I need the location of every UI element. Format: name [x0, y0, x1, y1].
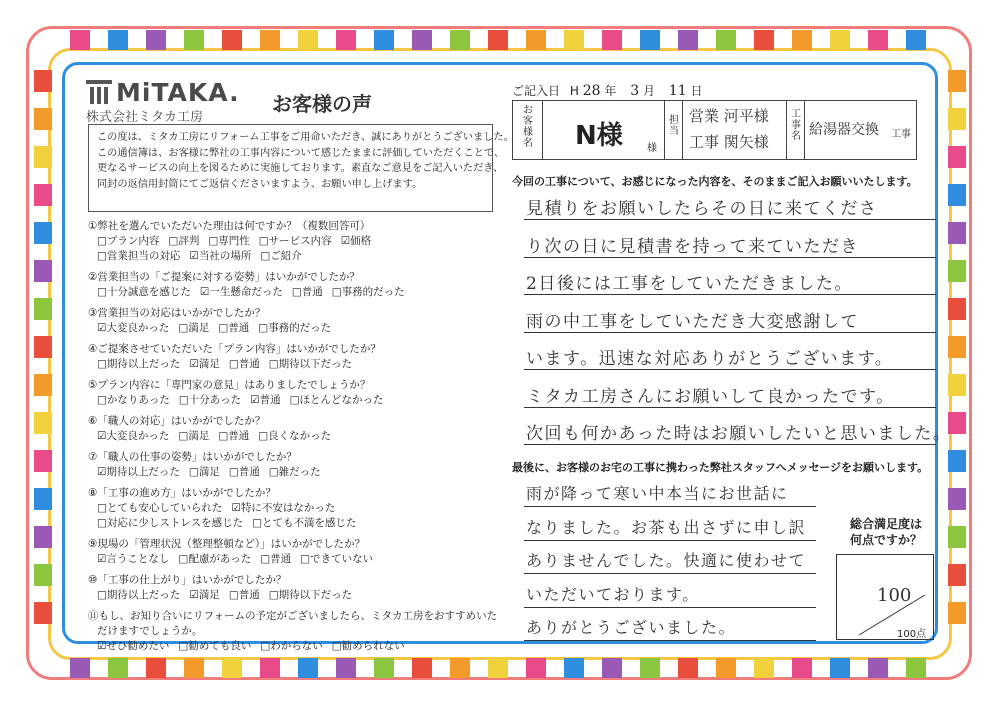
impression-line: います。迅速な対応ありがとうございます。 — [526, 349, 894, 369]
checkbox-option[interactable]: □とても不満を感じた — [252, 517, 357, 529]
impression-line: 見積りをお願いしたらその日に来てくださ — [526, 199, 878, 219]
option-row — [88, 234, 498, 249]
option-row — [88, 321, 498, 336]
frame-square — [868, 658, 888, 678]
frame-square — [34, 108, 52, 130]
frame-square — [108, 658, 128, 678]
staff-cell — [683, 101, 787, 159]
frame-square — [298, 658, 318, 678]
entry-date: ご記入日 H 28 年 3 月 11 日 — [512, 83, 703, 99]
frame-square — [34, 298, 52, 320]
message-line: いただいております。 — [526, 584, 700, 604]
frame-square — [948, 602, 966, 624]
frame-square — [948, 222, 966, 244]
writing-line — [524, 443, 936, 445]
writing-line — [524, 505, 816, 507]
frame-square — [374, 30, 394, 50]
question-title: ⑤プラン内容に「専門家の意見」はありましたでしょうか？ — [88, 379, 371, 391]
impression-line: 雨の中工事をしていただき大変感謝して — [526, 311, 859, 332]
frame-square — [298, 30, 318, 50]
frame-square — [948, 260, 966, 282]
frame-square — [34, 222, 52, 244]
customer-label-cell — [513, 101, 543, 159]
frame-square — [184, 658, 204, 678]
customer-sama: 様 — [647, 143, 657, 154]
frame-square — [906, 30, 926, 50]
question-11 — [88, 609, 498, 654]
frame-square — [488, 658, 508, 678]
writing-line — [524, 218, 936, 220]
checkbox-option[interactable]: ☑大変良かった — [97, 322, 170, 334]
frame-square — [948, 564, 966, 586]
frame-square — [374, 658, 394, 678]
checkbox-option[interactable]: ☑満足 — [189, 358, 220, 370]
frame-square — [948, 526, 966, 548]
checkbox-option[interactable]: □プラン内容 — [97, 235, 160, 247]
frame-square — [526, 30, 546, 50]
writing-line — [524, 368, 936, 370]
question-3 — [88, 306, 498, 336]
frame-square — [34, 526, 52, 548]
question-title: ②営業担当の「ご提案に対する姿勢」はいかがでしたか？ — [88, 271, 360, 283]
checkbox-option[interactable]: ☑期待以上だった — [97, 466, 180, 478]
checkbox-option[interactable]: □普通 — [228, 466, 260, 478]
logo-text: MiTAKA. — [116, 78, 240, 107]
message-line: ありませんでした。快適に使わせて — [526, 551, 807, 570]
checkbox-option[interactable]: □普通 — [228, 358, 260, 370]
frame-square — [222, 30, 242, 50]
checkbox-option[interactable]: □雑だった — [268, 466, 321, 478]
checkbox-option[interactable]: ☑当社の場所 — [189, 250, 252, 262]
question-title: ⑪もし、お知り合いにリフォームの予定がございましたら、ミタカ工房をおすすめいた — [88, 610, 498, 622]
frame-square — [34, 146, 52, 168]
checkbox-option[interactable]: □事務的だった — [258, 322, 332, 334]
checkbox-option[interactable]: □評判 — [168, 235, 200, 247]
frame-square — [34, 336, 52, 358]
intro-line: 同封の返信用封筒にてご返信くださいますよう、お願い申し上げます。 — [97, 178, 423, 190]
option-row — [88, 552, 498, 567]
frame-square — [754, 30, 774, 50]
project-label-cell — [787, 101, 805, 159]
option-row — [88, 501, 498, 516]
customer-label: お 客 様 名 — [523, 105, 533, 149]
frame-square — [678, 30, 698, 50]
option-row — [88, 249, 498, 264]
frame-square — [948, 70, 966, 92]
question-2 — [88, 270, 498, 300]
impression-line: 次回も何かあった時はお願いしたいと思いました。 — [526, 424, 952, 444]
customer-name-cell — [543, 101, 665, 159]
checkbox-option[interactable]: ☑大変良かった — [97, 430, 170, 442]
impression-line: 2日後には工事をしていただきました。 — [526, 274, 853, 294]
project-name: 給湯器交換 — [809, 122, 879, 138]
frame-square — [792, 30, 812, 50]
question-title: ④ご提案させていただいた「プラン内容」はいかがでしたか？ — [88, 343, 381, 355]
customer-name: N様 — [575, 121, 623, 151]
question-title: ③営業担当の対応はいかがでしたか？ — [88, 307, 266, 319]
checkbox-option[interactable]: □普通 — [291, 286, 323, 298]
frame-square — [754, 658, 774, 678]
question-6 — [88, 414, 498, 444]
checkbox-option[interactable]: □期待以上だった — [97, 358, 181, 370]
frame-square — [34, 412, 52, 434]
checkbox-option[interactable]: □満足 — [188, 466, 220, 478]
checkbox-option[interactable]: □普通 — [218, 430, 250, 442]
customer-info-table — [512, 100, 917, 160]
checkbox-option[interactable]: □ご紹介 — [260, 250, 302, 262]
writing-line — [524, 606, 816, 608]
frame-square — [868, 30, 888, 50]
frame-square — [34, 564, 52, 586]
frame-square — [336, 658, 356, 678]
impressions-prompt: 今回の工事について、お感じになった内容を、そのままご記入お願いいたします。 — [512, 175, 918, 188]
frame-square — [260, 30, 280, 50]
option-row — [88, 516, 498, 531]
frame-square — [34, 70, 52, 92]
checkbox-option[interactable]: □十分あった — [178, 394, 242, 406]
checkbox-option[interactable]: □期待以上だった — [97, 589, 181, 601]
option-row — [88, 429, 498, 444]
checkbox-option[interactable]: □勧めても良い — [178, 640, 252, 652]
checkbox-option[interactable]: □普通 — [260, 553, 292, 565]
checkbox-option[interactable]: ☑言うことなし — [97, 553, 170, 565]
option-row — [88, 357, 498, 372]
project-label: 工 事 名 — [791, 109, 801, 142]
option-row — [88, 393, 498, 408]
message-line: なりました。お茶も出さずに申し訳 — [526, 517, 807, 537]
frame-square — [34, 184, 52, 206]
checkbox-option[interactable]: ☑一生懸命だった — [199, 286, 283, 298]
frame-square — [450, 658, 470, 678]
frame-square — [336, 30, 356, 50]
satisfaction-question: 総合満足度は 何点ですか？ — [849, 517, 922, 547]
frame-square — [146, 30, 166, 50]
question-9 — [88, 537, 498, 567]
frame-square — [412, 658, 432, 678]
checkbox-option[interactable]: □満足 — [178, 322, 210, 334]
question-title: ⑥「職人の対応」はいかがでしたか？ — [88, 415, 266, 427]
frame-square — [602, 658, 622, 678]
frame-square — [184, 30, 204, 50]
checkbox-option[interactable]: □対応に少しストレスを感じた — [97, 517, 244, 529]
frame-square — [34, 374, 52, 396]
frame-square — [108, 30, 128, 50]
frame-square — [34, 602, 52, 624]
frame-square — [792, 658, 812, 678]
checkbox-option[interactable]: □事務的だった — [331, 286, 405, 298]
question-8 — [88, 486, 498, 531]
checkbox-option[interactable]: ☑満足 — [189, 589, 220, 601]
question-title: ⑩「工事の仕上がり」はいかがでしたか？ — [88, 574, 287, 586]
company-name: 株式会社ミタカ工房 — [86, 110, 204, 125]
writing-line — [524, 572, 816, 574]
frame-square — [948, 108, 966, 130]
question-title-cont: だけますでしょうか。 — [97, 625, 203, 637]
frame-square — [260, 658, 280, 678]
page-title: お客様の声 — [272, 92, 372, 116]
option-row — [88, 465, 498, 480]
frame-square — [34, 260, 52, 282]
frame-square — [450, 30, 470, 50]
intro-line: この通信簿は、お客様に弊社の工事内容について感じたままに評価していただくことで、 — [97, 147, 505, 159]
checkbox-option[interactable]: □専門性 — [208, 235, 250, 247]
score-max: 100点 — [897, 629, 927, 640]
checkbox-option[interactable]: □期待以下だった — [268, 358, 353, 370]
impression-line: り次の日に見積書を持って来ていただき — [526, 236, 859, 257]
frame-square — [70, 658, 90, 678]
writing-line — [524, 406, 936, 408]
writing-line — [524, 639, 816, 641]
project-cell — [805, 101, 916, 159]
frame-square — [948, 298, 966, 320]
frame-square — [948, 336, 966, 358]
checkbox-option[interactable]: □ほとんどなかった — [289, 394, 384, 406]
staff-sales: 営業 河平様 — [689, 107, 769, 125]
checkbox-option[interactable]: □満足 — [178, 430, 210, 442]
frame-square — [146, 658, 166, 678]
frame-square — [716, 658, 736, 678]
checkbox-option[interactable]: □できていない — [300, 553, 374, 565]
writing-line — [524, 256, 936, 258]
project-suffix: 工事 — [891, 129, 911, 140]
frame-square — [488, 30, 508, 50]
intro-line: 更なるサービスの向上を図るために実施しております。素直なご意見をご記入いただき、 — [97, 163, 504, 174]
checkbox-option[interactable]: □普通 — [228, 589, 260, 601]
frame-square — [602, 30, 622, 50]
question-title: ⑨現場の「管理状況（整理整頓など）」はいかがでしたか？ — [88, 538, 366, 550]
frame-square — [34, 450, 52, 472]
message-line: ありがとうございました。 — [526, 618, 737, 637]
frame-square — [412, 30, 432, 50]
checkbox-option[interactable]: □かなりあった — [97, 394, 170, 406]
frame-square — [222, 658, 242, 678]
logo-mark-icon — [86, 80, 112, 104]
frame-square — [948, 184, 966, 206]
intro-box — [88, 124, 514, 212]
checkbox-option[interactable]: □とても安心していられた — [97, 502, 223, 514]
question-10 — [88, 573, 498, 603]
frame-square — [716, 30, 736, 50]
frame-square — [678, 658, 698, 678]
frame-square — [564, 658, 584, 678]
staff-label-cell — [665, 101, 683, 159]
staff-label: 担 当 — [669, 115, 679, 137]
checkbox-option[interactable]: ☑普通 — [250, 394, 281, 406]
checkbox-option[interactable]: □配慮があった — [178, 553, 252, 565]
frame-square — [830, 658, 850, 678]
frame-square — [948, 450, 966, 472]
impression-line: ミタカ工房さんにお願いして良かったです。 — [526, 386, 895, 407]
writing-line — [524, 331, 936, 333]
question-title: ①弊社を選んでいただいた理由は何ですか？（複数回答可） — [88, 220, 371, 232]
frame-square — [640, 30, 660, 50]
question-title: ⑧「工事の進め方」はいかがでしたか？ — [88, 487, 276, 499]
checkbox-option[interactable]: □わからない — [260, 640, 323, 652]
message-prompt: 最後に、お客様のお宅の工事に携わった弊社スタッフへメッセージをお願いします。 — [512, 461, 929, 474]
frame-square — [640, 658, 660, 678]
frame-square — [948, 488, 966, 510]
option-row — [88, 285, 498, 300]
checkbox-option[interactable]: □普通 — [218, 322, 250, 334]
score-box — [836, 554, 934, 640]
checkbox-option[interactable]: □期待以下だった — [268, 589, 353, 601]
question-1 — [88, 219, 498, 264]
checkbox-option[interactable]: ☑特に不安はなかった — [231, 502, 336, 514]
frame-square — [948, 146, 966, 168]
writing-line — [524, 293, 936, 295]
frame-square — [34, 488, 52, 510]
frame-square — [948, 374, 966, 396]
option-row — [88, 588, 498, 603]
checkbox-option[interactable]: □営業担当の対応 — [97, 250, 181, 262]
frame-square — [70, 30, 90, 50]
checkbox-option[interactable]: ☑価格 — [340, 235, 372, 247]
message-line: 雨が降って寒い中本当にお世話に — [526, 484, 789, 503]
question-5 — [88, 378, 498, 408]
intro-line: この度は、ミタカ工房にリフォーム工事をご用命いただき、誠にありがとうございました。 — [97, 132, 514, 143]
option-row — [88, 639, 498, 654]
frame-square — [526, 658, 546, 678]
frame-square — [564, 30, 584, 50]
question-7 — [88, 450, 498, 480]
checkbox-option[interactable]: □良くなかった — [258, 430, 332, 442]
question-title: ⑦「職人の仕事の姿勢」はいかがでしたか？ — [88, 451, 297, 463]
checkbox-option[interactable]: ☑ぜひ勧めたい — [97, 640, 170, 652]
checkbox-option[interactable]: □十分誠意を感じた — [97, 286, 191, 298]
checkbox-option[interactable]: □サービス内容 — [258, 235, 332, 247]
writing-line — [524, 539, 816, 541]
checkbox-option[interactable]: □勧められない — [331, 640, 405, 652]
staff-work: 工事 関矢様 — [689, 133, 769, 151]
frame-square — [906, 658, 926, 678]
frame-square — [830, 30, 850, 50]
score-value: 100 — [877, 585, 912, 606]
question-4 — [88, 342, 498, 372]
